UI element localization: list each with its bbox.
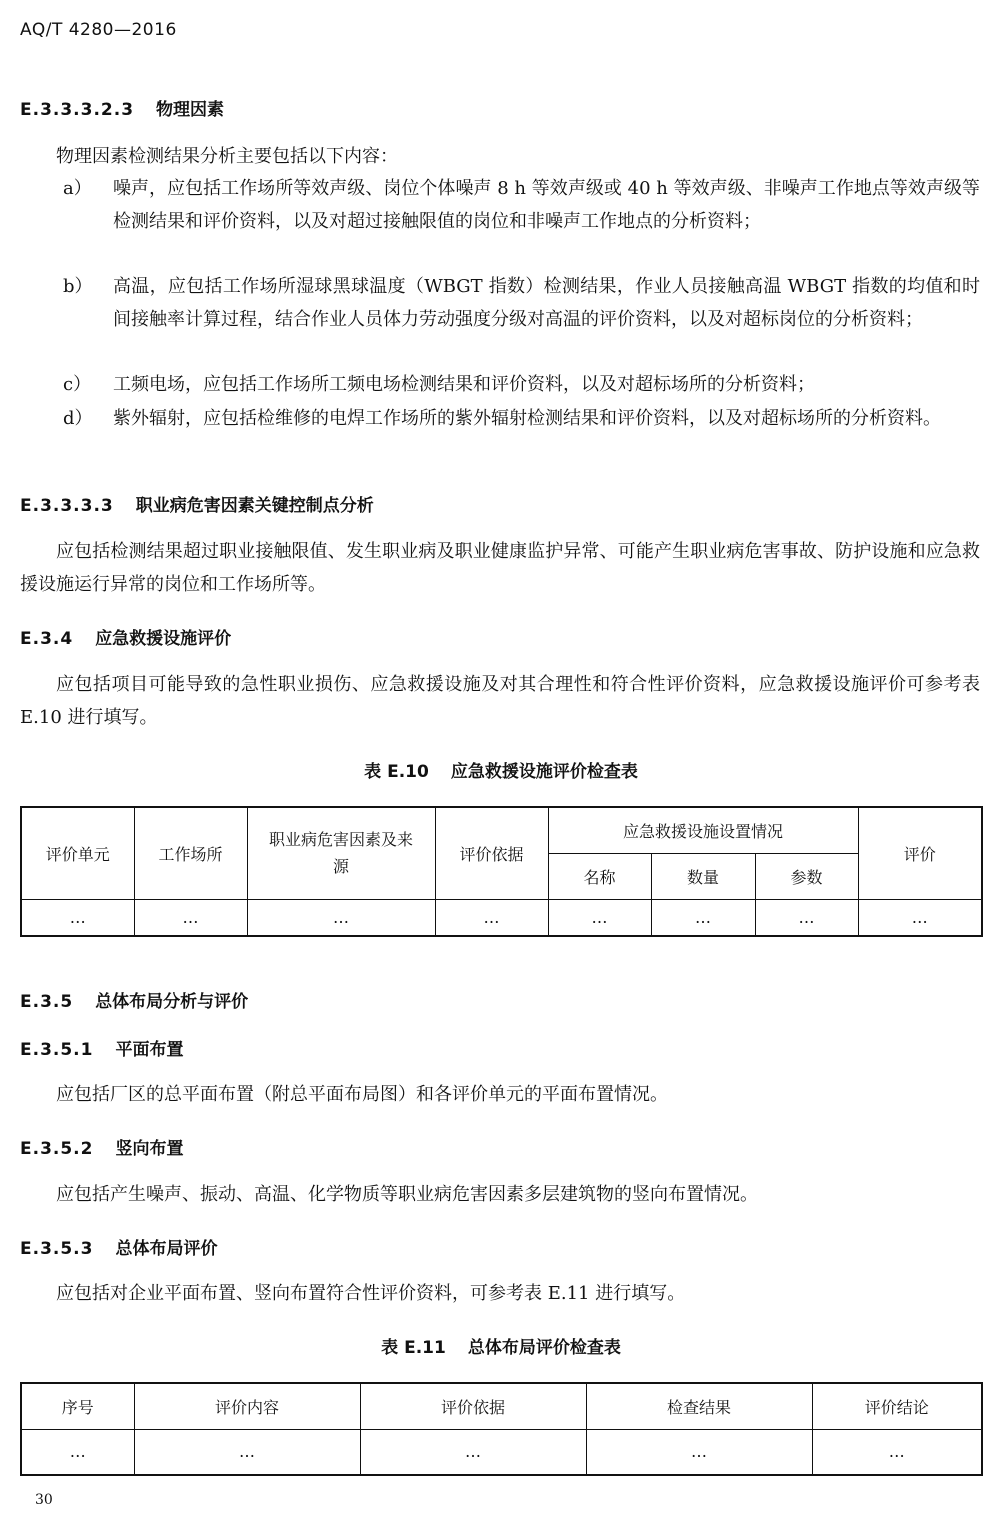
section-title: 物理因素 <box>156 100 225 120</box>
list-text: 高温，应包括工作场所湿球黑球温度（WBGT 指数）检测结果，作业人员接触高温 WBGT 指数的均值和时间接触率计算过程，结合作业人员体力劳动强度分级对高温的评价资料，以及对超标岗位的分析资料； <box>113 276 980 330</box>
table-row <box>21 1429 982 1475</box>
list-item-c <box>63 369 980 402</box>
list-text: 噪声，应包括工作场所等效声级、岗位个体噪声 8 h 等效声级或 40 h 等效声级、非噪声工作地点等效声级等检测结果和评价资料，以及对超过接触限值的岗位和非噪声工作地点的分析资料； <box>113 178 980 232</box>
header-place: 工作场所 <box>134 807 247 899</box>
section-number: E.3.5.1 <box>20 1040 94 1060</box>
table-e10-caption <box>0 757 1002 782</box>
section-title: 应急救援设施评价 <box>95 629 232 649</box>
heading-plan-layout <box>20 1035 183 1060</box>
section-number: E.3.4 <box>20 629 74 649</box>
heading-general-layout <box>20 987 248 1012</box>
table-e10 <box>20 806 983 937</box>
section-number: E.3.5.3 <box>20 1239 94 1259</box>
header-conclusion: 评价结论 <box>812 1383 982 1429</box>
header-serial: 序号 <box>21 1383 134 1429</box>
table-cell: … <box>858 899 982 936</box>
list-label: d） <box>63 408 93 429</box>
list-label: c） <box>63 374 92 395</box>
caption-title: 应急救援设施评价检查表 <box>450 762 638 782</box>
page-number: 30 <box>35 1492 53 1508</box>
caption-title: 总体布局评价检查表 <box>467 1338 621 1358</box>
paragraph-vertical-layout: 应包括产生噪声、振动、高温、化学物质等职业病危害因素多层建筑物的竖向布置情况。 <box>56 1184 758 1205</box>
section-title: 平面布置 <box>115 1040 184 1060</box>
table-cell: … <box>548 899 651 936</box>
table-cell: … <box>21 1429 134 1475</box>
header-basis: 评价依据 <box>435 807 548 899</box>
heading-layout-evaluation <box>20 1234 217 1259</box>
section-title: 总体布局分析与评价 <box>95 992 249 1012</box>
paragraph-plan-layout: 应包括厂区的总平面布置（附总平面布局图）和各评价单元的平面布置情况。 <box>56 1084 668 1105</box>
table-cell: … <box>435 899 548 936</box>
table-cell: … <box>812 1429 982 1475</box>
caption-number: 表 E.10 <box>364 762 429 782</box>
section-title: 职业病危害因素关键控制点分析 <box>135 496 374 516</box>
table-cell: … <box>651 899 755 936</box>
table-cell: … <box>586 1429 812 1475</box>
paragraph-emergency-facilities: 应包括项目可能导致的急性职业损伤、应急救援设施及对其合理性和符合性评价资料，应急救援设施评价可参考表 E.10 进行填写。 <box>20 674 980 728</box>
document-header: AQ/T 4280—2016 <box>20 20 177 40</box>
table-cell: … <box>21 899 134 936</box>
list-item-d <box>63 403 980 436</box>
section-number: E.3.5.2 <box>20 1139 94 1159</box>
heading-physical-factors <box>20 95 224 120</box>
table-cell: … <box>755 899 858 936</box>
heading-emergency-facilities <box>20 624 231 649</box>
table-e11-caption <box>0 1333 1002 1358</box>
header-result: 检查结果 <box>586 1383 812 1429</box>
list-item-a <box>63 173 980 238</box>
list-item-b <box>63 271 980 336</box>
paragraph-layout-evaluation: 应包括对企业平面布置、竖向布置符合性评价资料，可参考表 E.11 进行填写。 <box>56 1283 686 1304</box>
header-name: 名称 <box>548 853 651 899</box>
section-title: 竖向布置 <box>115 1139 184 1159</box>
header-hazard: 职业病危害因素及来源 <box>247 807 435 899</box>
table-row <box>21 899 982 936</box>
list-label: a） <box>63 178 92 199</box>
list-label: b） <box>63 276 93 297</box>
caption-number: 表 E.11 <box>381 1338 446 1358</box>
table-e11 <box>20 1382 983 1476</box>
heading-key-control-points <box>20 491 374 516</box>
paragraph-key-control-points: 应包括检测结果超过职业接触限值、发生职业病及职业健康监护异常、可能产生职业病危害事故、防护设施和应急救援设施运行异常的岗位和工作场所等。 <box>20 541 980 595</box>
header-unit: 评价单元 <box>21 807 134 899</box>
table-cell: … <box>247 899 435 936</box>
list-text: 紫外辐射，应包括检维修的电焊工作场所的紫外辐射检测结果和评价资料，以及对超标场所的分析资料。 <box>113 408 941 429</box>
header-facility-group: 应急救援设施设置情况 <box>548 807 858 853</box>
section-number: E.3.3.3.2.3 <box>20 100 135 120</box>
table-cell: … <box>134 899 247 936</box>
list-text: 工频电场，应包括工作场所工频电场检测结果和评价资料，以及对超标场所的分析资料； <box>113 374 815 395</box>
table-cell: … <box>134 1429 360 1475</box>
section-title: 总体布局评价 <box>115 1239 218 1259</box>
header-quantity: 数量 <box>651 853 755 899</box>
header-params: 参数 <box>755 853 858 899</box>
header-basis: 评价依据 <box>360 1383 586 1429</box>
header-evaluation: 评价 <box>858 807 982 899</box>
heading-vertical-layout <box>20 1134 183 1159</box>
table-cell: … <box>360 1429 586 1475</box>
section-number: E.3.5 <box>20 992 74 1012</box>
paragraph-intro: 物理因素检测结果分析主要包括以下内容： <box>56 146 398 167</box>
section-number: E.3.3.3.3 <box>20 496 114 516</box>
header-content: 评价内容 <box>134 1383 360 1429</box>
